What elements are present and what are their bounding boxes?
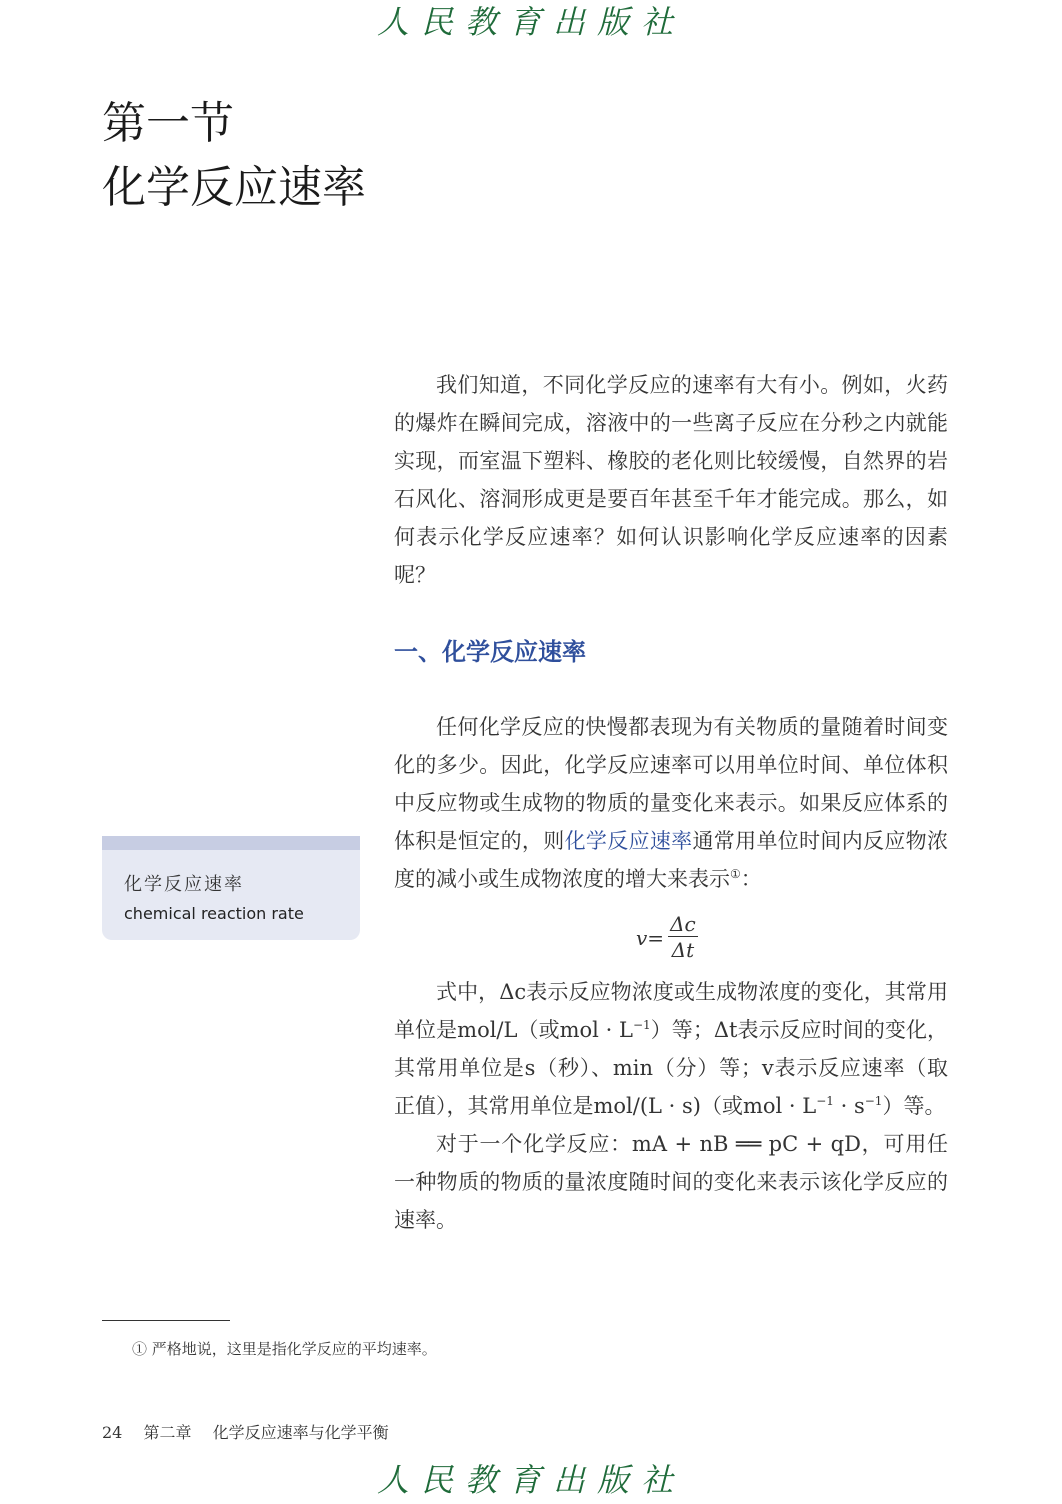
definition-text-after: 通常用单位时间内反应物浓度的减小或生成物浓度的增大来表示	[394, 829, 949, 891]
subsection-heading: 一、化学反应速率	[394, 638, 586, 666]
definition-text-before: 任何化学反应的快慢都表现为有关物质的量随着时间变化的多少。因此，化学反应速率可以用单位时间、单位体积中反应物或生成物的物质的量变化来表示。如果反应体系的体积是恒定的，则	[394, 715, 948, 853]
definition-colon: ：	[740, 867, 762, 891]
definition-paragraph	[394, 708, 948, 898]
footnote: ① 严格地说，这里是指化学反应的平均速率。	[132, 1340, 437, 1358]
rate-formula	[636, 912, 698, 963]
footnote-marker: ①	[730, 867, 741, 881]
intro-text: 我们知道，不同化学反应的速率有大有小。例如，火药的爆炸在瞬间完成，溶液中的一些离子反应在分秒之内就能实现，而室温下塑料、橡胶的老化则比较缓慢，自然界的岩石风化、溶洞形成更是要百年甚至千年才能完成。那么，如何表示化学反应速率？如何认识影响化学反应速率的因素呢？	[394, 373, 948, 587]
page-number: 24	[102, 1423, 123, 1442]
glossary-term-en: chemical reaction rate	[124, 904, 304, 923]
explanation-text-3: · s	[833, 1094, 865, 1118]
footnote-divider	[102, 1320, 230, 1321]
formula-lhs: v=	[636, 925, 665, 950]
section-title	[102, 92, 366, 220]
explanation-text-1: 式中，Δc表示反应物浓度或生成物浓度的变化，其常用单位是mol/L（或mol · L	[394, 980, 948, 1042]
section-number: 第一节	[102, 98, 234, 149]
page-footer	[102, 1420, 405, 1443]
glossary-bar	[102, 836, 360, 850]
exponent: −1	[632, 1018, 651, 1032]
formula-fraction	[668, 912, 698, 963]
explanation-text-2: ）等；Δt表示反应时间的变化，其常用单位是s（秒）、min（分）等；v表示反应速率（取正值），其常用单位是mol/(L · s)（或mol · L	[394, 1018, 948, 1118]
glossary-term-zh: 化学反应速率	[124, 874, 244, 895]
chapter-title: 化学反应速率与化学平衡	[212, 1423, 389, 1442]
intro-paragraph	[394, 366, 948, 594]
explanation-block	[394, 973, 948, 1239]
formula-denominator: Δt	[671, 938, 695, 962]
formula-numerator: Δc	[670, 912, 696, 936]
glossary-box	[102, 836, 360, 940]
chapter-number: 第二章	[143, 1423, 192, 1442]
explanation-text-4: ）等。	[882, 1094, 946, 1118]
publisher-watermark-top: 人民教育出版社	[376, 3, 685, 41]
publisher-watermark-bottom: 人民教育出版社	[376, 1461, 685, 1499]
reaction-paragraph: 对于一个化学反应：mA + nB ══ pC + qD，可用任一种物质的物质的量浓度随时间的变化来表示该化学反应的速率。	[394, 1132, 948, 1232]
section-name: 化学反应速率	[102, 162, 366, 213]
exponent: −1	[816, 1094, 834, 1108]
exponent: −1	[864, 1094, 883, 1108]
keyword-reaction-rate: 化学反应速率	[564, 829, 693, 853]
